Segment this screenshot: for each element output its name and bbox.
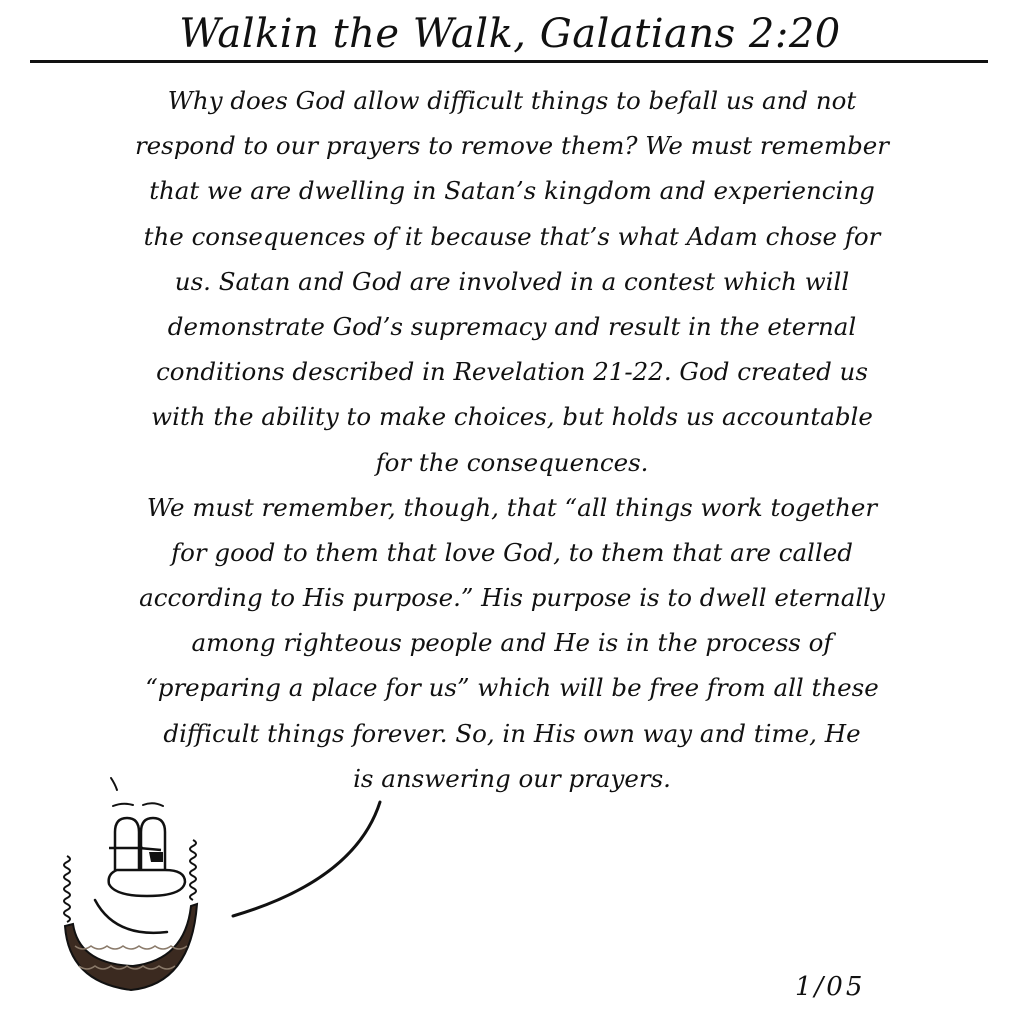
text-line: “preparing a place for us” which will be free from all these (145, 673, 879, 703)
speech-tail (233, 802, 380, 916)
text-line: that we are dwelling in Satan’s kingdom and experiencing (149, 176, 875, 206)
text-line: with the ability to make choices, but holds us accountable (151, 402, 873, 432)
text-line: conditions described in Revelation 21-22. God created us (156, 357, 868, 387)
page-title: Walkin the Walk, Galatians 2:20 (179, 11, 841, 57)
text-line: is answering our prayers. (353, 763, 671, 793)
right-eyebrow (143, 803, 163, 806)
speech-text (28, 78, 996, 801)
cartoon-face-illustration (55, 770, 395, 1010)
text-line: Why does God allow difficult things to befall us and not (167, 86, 857, 115)
text-line: difficult things forever. So, in His own way and time, He (163, 718, 861, 748)
text-line: respond to our prayers to remove them? We must remember (134, 131, 890, 161)
signature-date: 1/05 (795, 972, 866, 1002)
left-eye (115, 818, 139, 870)
left-sideburn (64, 856, 70, 922)
text-line: according to His purpose.” His purpose is to dwell eternally (139, 583, 885, 613)
text-line: the consequences of it because that’s what Adam chose for (143, 221, 881, 251)
text-line: among righteous people and He is in the process of (191, 628, 833, 658)
smile (95, 900, 167, 933)
title-underline (30, 60, 988, 63)
right-eye (141, 818, 165, 870)
hair-tuft (111, 778, 117, 790)
text-line: We must remember, though, that “all things work together (146, 492, 878, 522)
left-eyebrow (113, 804, 133, 806)
text-line: for the consequences. (375, 447, 649, 477)
right-pupil (149, 852, 163, 862)
right-sideburn (190, 840, 196, 900)
text-line: for good to them that love God, to them that are called (171, 537, 853, 567)
text-line: us. Satan and God are involved in a contest which will (174, 266, 850, 296)
text-line: demonstrate God’s supremacy and result in the eternal (167, 311, 857, 341)
nose (109, 870, 185, 896)
beard (65, 904, 197, 990)
right-eyelid (139, 848, 161, 850)
